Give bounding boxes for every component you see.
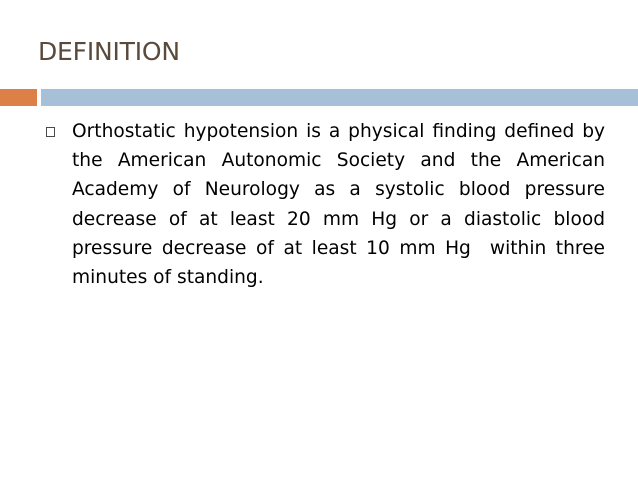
title-underline-accent-left bbox=[0, 89, 37, 106]
hollow-square-bullet-icon bbox=[46, 127, 55, 137]
slide-title: DEFINITION bbox=[38, 37, 180, 66]
title-underline-accent-right bbox=[41, 89, 638, 106]
bullet-text: Orthostatic hypotension is a physical finding defined by the American Autonomic Society and the American Academy of Neurology as a systolic blood pressure decrease of at least 20 mm Hg or a diastolic blood pressure decrease of at least 10 mm Hg within three minutes of standing. bbox=[72, 121, 611, 289]
